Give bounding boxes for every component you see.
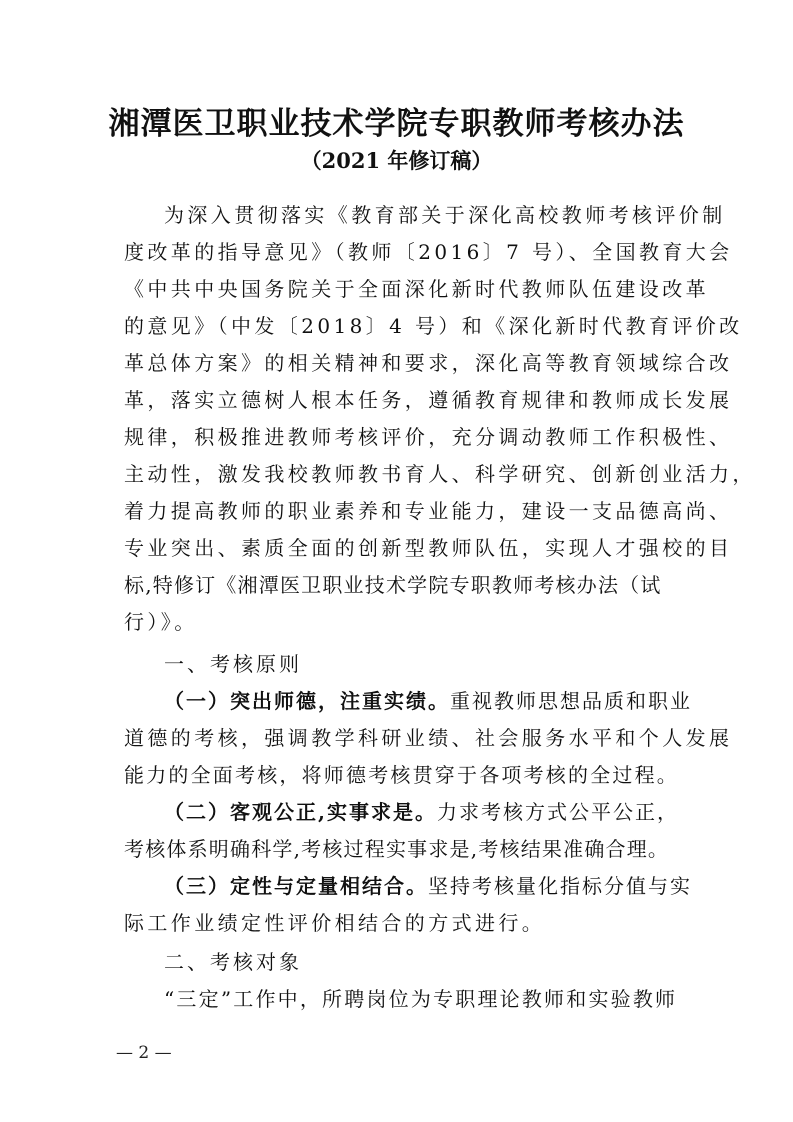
document-title: 湘潭医卫职业技术学院专职教师考核办法: [108, 106, 685, 142]
intro-line-3: 《中共中央国务院关于全面深化新时代教师队伍建设改革: [124, 277, 709, 301]
intro-line-5: 革总体方案》的相关精神和要求，深化高等教育领域综合改: [124, 351, 733, 375]
intro-line-12: 行）》。: [124, 610, 198, 634]
intro-line-2: 度改革的指导意见》（教师〔2016〕7 号）、全国教育大会: [124, 240, 733, 264]
intro-line-11: 标,特修订《湘潭医卫职业技术学院专职教师考核办法（试: [124, 573, 662, 597]
intro-line-1: 为深入贯彻落实《教育部关于深化高校教师考核评价制: [164, 203, 726, 227]
section-heading-principles: 一、考核原则: [164, 652, 302, 676]
section-heading-targets: 二、考核对象: [164, 950, 302, 974]
document-subtitle: （2021 年修订稿）: [300, 148, 493, 173]
intro-line-8: 主动性，激发我校教师教书育人、科学研究、创新创业活力，: [124, 462, 756, 486]
intro-line-7: 规律，积极推进教师考核评价，充分调动教师工作积极性、: [124, 425, 733, 449]
principle-3-first-line: [164, 870, 692, 899]
principle-1-line-3: 能力的全面考核，将师德考核贯穿于各项考核的全过程。: [124, 763, 679, 787]
principle-2-text: 力求考核方式公平公正，: [436, 800, 679, 824]
principle-3-title: （三）定性与定量相结合。: [164, 874, 428, 898]
section-2-line-1: “三定”工作中，所聘岗位为专职理论教师和实验教师: [164, 987, 678, 1011]
principle-1-line-2: 道德的考核，强调教学科研业绩、社会服务水平和个人发展: [124, 726, 733, 750]
principle-2-first-line: [164, 796, 679, 825]
principle-1-text: 重视教师思想品质和职业: [450, 689, 692, 713]
principle-1-first-line: [164, 685, 692, 714]
intro-line-6: 革，落实立德树人根本任务，遵循教育规律和教师成长发展: [124, 388, 733, 412]
intro-line-9: 着力提高教师的职业素养和专业能力，建设一支品德高尚、: [124, 499, 733, 523]
principle-2-line-2: 考核体系明确科学,考核过程实事求是,考核结果准确合理。: [124, 837, 670, 861]
intro-line-10: 专业突出、素质全面的创新型教师队伍，实现人才强校的目: [124, 536, 733, 560]
principle-3-line-2: 际工作业绩定性评价相结合的方式进行。: [124, 911, 546, 935]
page-number: — 2 —: [116, 1043, 172, 1063]
principle-3-text: 坚持考核量化指标分值与实: [428, 874, 692, 898]
principle-1-title: （一）突出师德，注重实绩。: [164, 689, 450, 713]
intro-line-4: 的意见》（中发〔2018〕4 号）和《深化新时代教育评价改: [124, 314, 743, 338]
principle-2-title: （二）客观公正,实事求是。: [164, 800, 437, 824]
